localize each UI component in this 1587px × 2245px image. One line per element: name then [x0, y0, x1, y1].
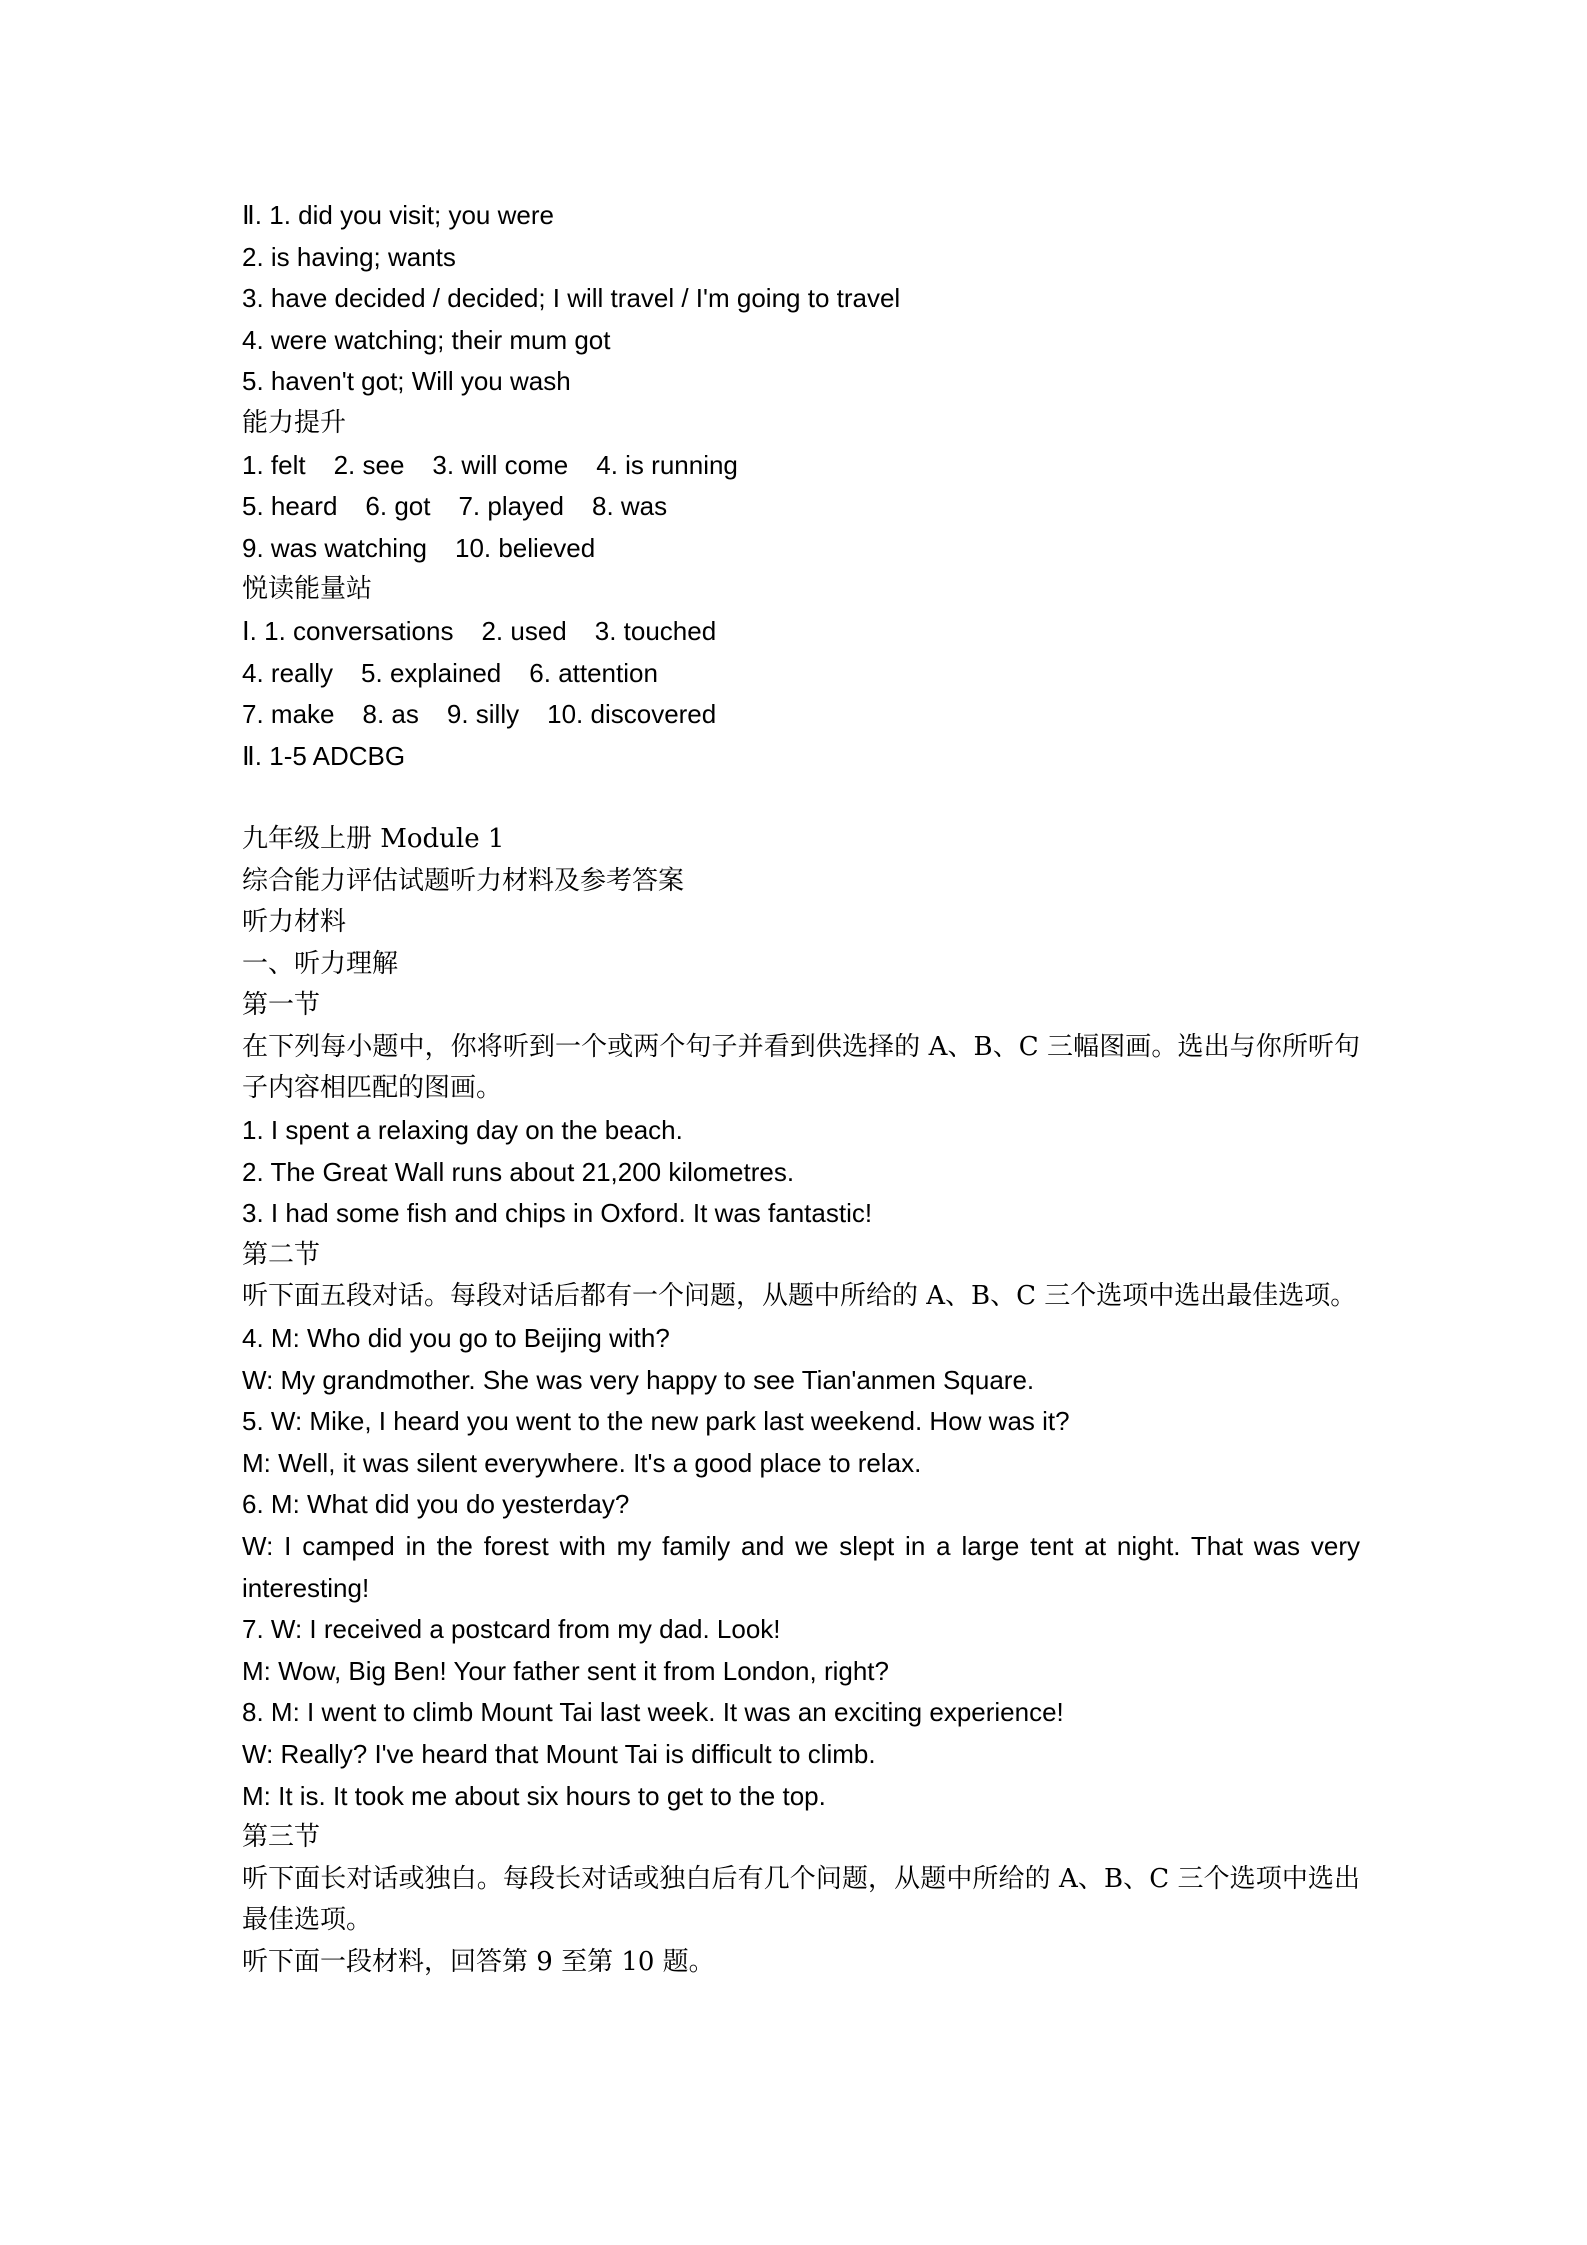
instruction-line: 听下面一段材料，回答第 9 至第 10 题。 — [242, 1946, 715, 1977]
answer-item: 8. as — [362, 699, 419, 730]
answer-item: 10. discovered — [547, 699, 717, 730]
section-heading: 第三节 — [242, 1822, 321, 1853]
dialogue-line: M: Well, it was silent everywhere. It's a good place to relax. — [242, 1447, 922, 1478]
dialogue-line: W: My grandmother. She was very happy to see Tian'anmen Square. — [242, 1364, 1035, 1395]
answer-item: 1. felt — [242, 449, 306, 480]
answer-item: 10. believed — [454, 532, 596, 563]
dialogue-line: W: I camped in the forest with my family and we slept in a large tent at night. That was very interesting! — [242, 1531, 1360, 1603]
answer-line: Ⅱ. 1-5 ADCBG — [242, 740, 406, 771]
dialogue-line: 6. M: What did you do yesterday? — [242, 1489, 630, 1520]
answer-row — [242, 528, 1360, 570]
answer-item: 8. was — [592, 491, 668, 522]
section-heading: 悦读能量站 — [242, 574, 373, 605]
answer-line: 2. is having; wants — [242, 241, 456, 272]
listening-item: 3. I had some fish and chips in Oxford. It was fantastic! — [242, 1198, 873, 1229]
section-heading: 第二节 — [242, 1239, 321, 1270]
dialogue-line: M: It is. It took me about six hours to get to the top. — [242, 1780, 826, 1811]
answer-item: 4. really — [242, 657, 334, 688]
answer-item: 2. used — [481, 615, 567, 646]
answer-item: 7. make — [242, 699, 335, 730]
section-heading: 第一节 — [242, 990, 321, 1021]
answer-item: 3. touched — [594, 615, 717, 646]
answer-row — [242, 445, 1360, 487]
dialogue-line: 7. W: I received a postcard from my dad. Look! — [242, 1614, 781, 1645]
section-heading: 一、听力理解 — [242, 948, 399, 979]
answer-item: Ⅰ. 1. conversations — [242, 615, 454, 646]
answer-line: 4. were watching; their mum got — [242, 324, 611, 355]
instruction-paragraph: 在下列每小题中，你将听到一个或两个句子并看到供选择的 A、B、C 三幅图画。选出与你所听句子内容相匹配的图画。 — [242, 1031, 1360, 1104]
answer-item: 9. was watching — [242, 532, 427, 563]
dialogue-line: 4. M: Who did you go to Beijing with? — [242, 1323, 670, 1354]
module-title: 九年级上册 Module 1 — [242, 823, 505, 854]
dialogue-line: M: Wow, Big Ben! Your father sent it from London, right? — [242, 1655, 889, 1686]
answer-item: 4. is running — [596, 449, 738, 480]
answer-item: 2. see — [333, 449, 405, 480]
answer-item: 3. will come — [432, 449, 569, 480]
answer-row — [242, 694, 1360, 736]
answer-item: 9. silly — [446, 699, 520, 730]
section-heading: 能力提升 — [242, 407, 347, 438]
answer-item: 5. heard — [242, 491, 338, 522]
answer-line: 3. have decided / decided; I will travel / I'm going to travel — [242, 283, 901, 314]
answer-line: 5. haven't got; Will you wash — [242, 366, 571, 397]
module-subtitle: 综合能力评估试题听力材料及参考答案 — [242, 865, 685, 896]
instruction-paragraph: 听下面五段对话。每段对话后都有一个问题，从题中所给的 A、B、C 三个选项中选出最佳选项。 — [242, 1281, 1357, 1312]
dialogue-line: W: Really? I've heard that Mount Tai is difficult to climb. — [242, 1738, 876, 1769]
answer-row — [242, 653, 1360, 695]
listening-item: 1. I spent a relaxing day on the beach. — [242, 1115, 683, 1146]
answer-item: 6. got — [365, 491, 431, 522]
dialogue-line: 8. M: I went to climb Mount Tai last week. It was an exciting experience! — [242, 1697, 1064, 1728]
document-page — [242, 195, 1360, 1984]
answer-line: Ⅱ. 1. did you visit; you were — [242, 200, 554, 230]
answer-item: 5. explained — [361, 657, 502, 688]
blank-line — [242, 777, 1360, 819]
dialogue-line: 5. W: Mike, I heard you went to the new park last weekend. How was it? — [242, 1406, 1070, 1437]
answer-item: 6. attention — [529, 657, 658, 688]
answer-item: 7. played — [458, 491, 564, 522]
answer-row — [242, 486, 1360, 528]
section-heading: 听力材料 — [242, 907, 347, 938]
listening-item: 2. The Great Wall runs about 21,200 kilometres. — [242, 1156, 795, 1187]
answer-row — [242, 611, 1360, 653]
instruction-paragraph: 听下面长对话或独白。每段长对话或独白后有几个问题，从题中所给的 A、B、C 三个选项中选出最佳选项。 — [242, 1863, 1360, 1936]
